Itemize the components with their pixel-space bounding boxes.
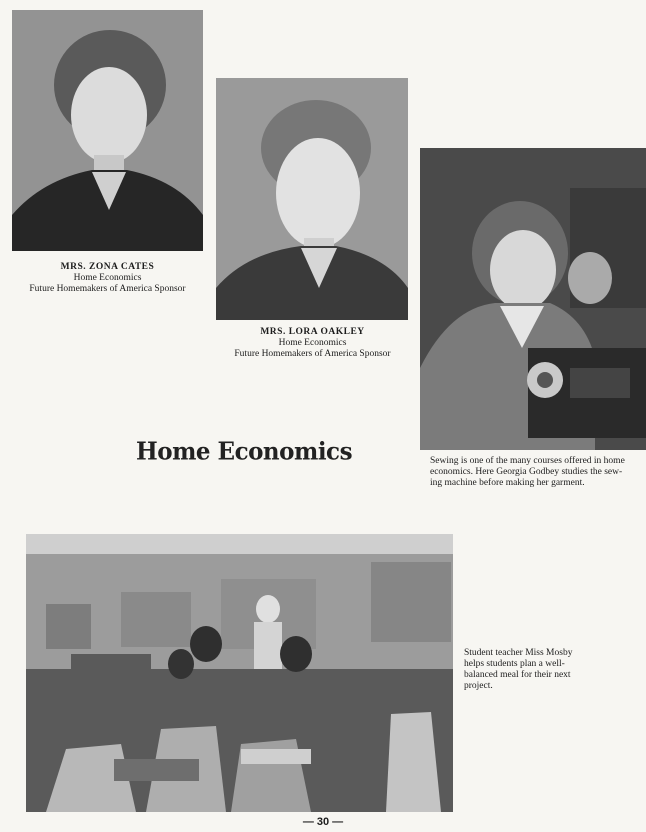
portrait-caption-oakley bbox=[210, 327, 415, 360]
sewing-caption bbox=[430, 456, 646, 489]
caption-line: project. bbox=[464, 681, 493, 691]
caption-line: balanced meal for their next bbox=[464, 670, 571, 680]
section-heading: Home Economics bbox=[136, 437, 353, 466]
portrait-title: Home Economics bbox=[73, 273, 142, 283]
caption-line: Sewing is one of the many courses offered in home bbox=[430, 456, 625, 466]
caption-line: economics. Here Georgia Godbey studies the sew- bbox=[430, 467, 623, 477]
sewing-photo bbox=[420, 148, 646, 450]
caption-line: helps students plan a well- bbox=[464, 659, 565, 669]
portrait-name: MRS. ZONA CATES bbox=[60, 262, 155, 272]
portrait-caption-cates bbox=[10, 262, 205, 295]
portrait-role: Future Homemakers of America Sponsor bbox=[29, 284, 186, 294]
portrait-zona-cates bbox=[12, 10, 203, 251]
classroom-photo bbox=[26, 534, 453, 812]
portrait-lora-oakley bbox=[216, 78, 408, 320]
portrait-role: Future Homemakers of America Sponsor bbox=[234, 349, 391, 359]
portrait-title: Home Economics bbox=[278, 338, 347, 348]
caption-line: Student teacher Miss Mosby bbox=[464, 648, 573, 658]
classroom-caption bbox=[464, 648, 644, 692]
page-number: — 30 — bbox=[302, 816, 344, 828]
portrait-name: MRS. LORA OAKLEY bbox=[260, 327, 365, 337]
caption-line: ing machine before making her garment. bbox=[430, 478, 585, 488]
